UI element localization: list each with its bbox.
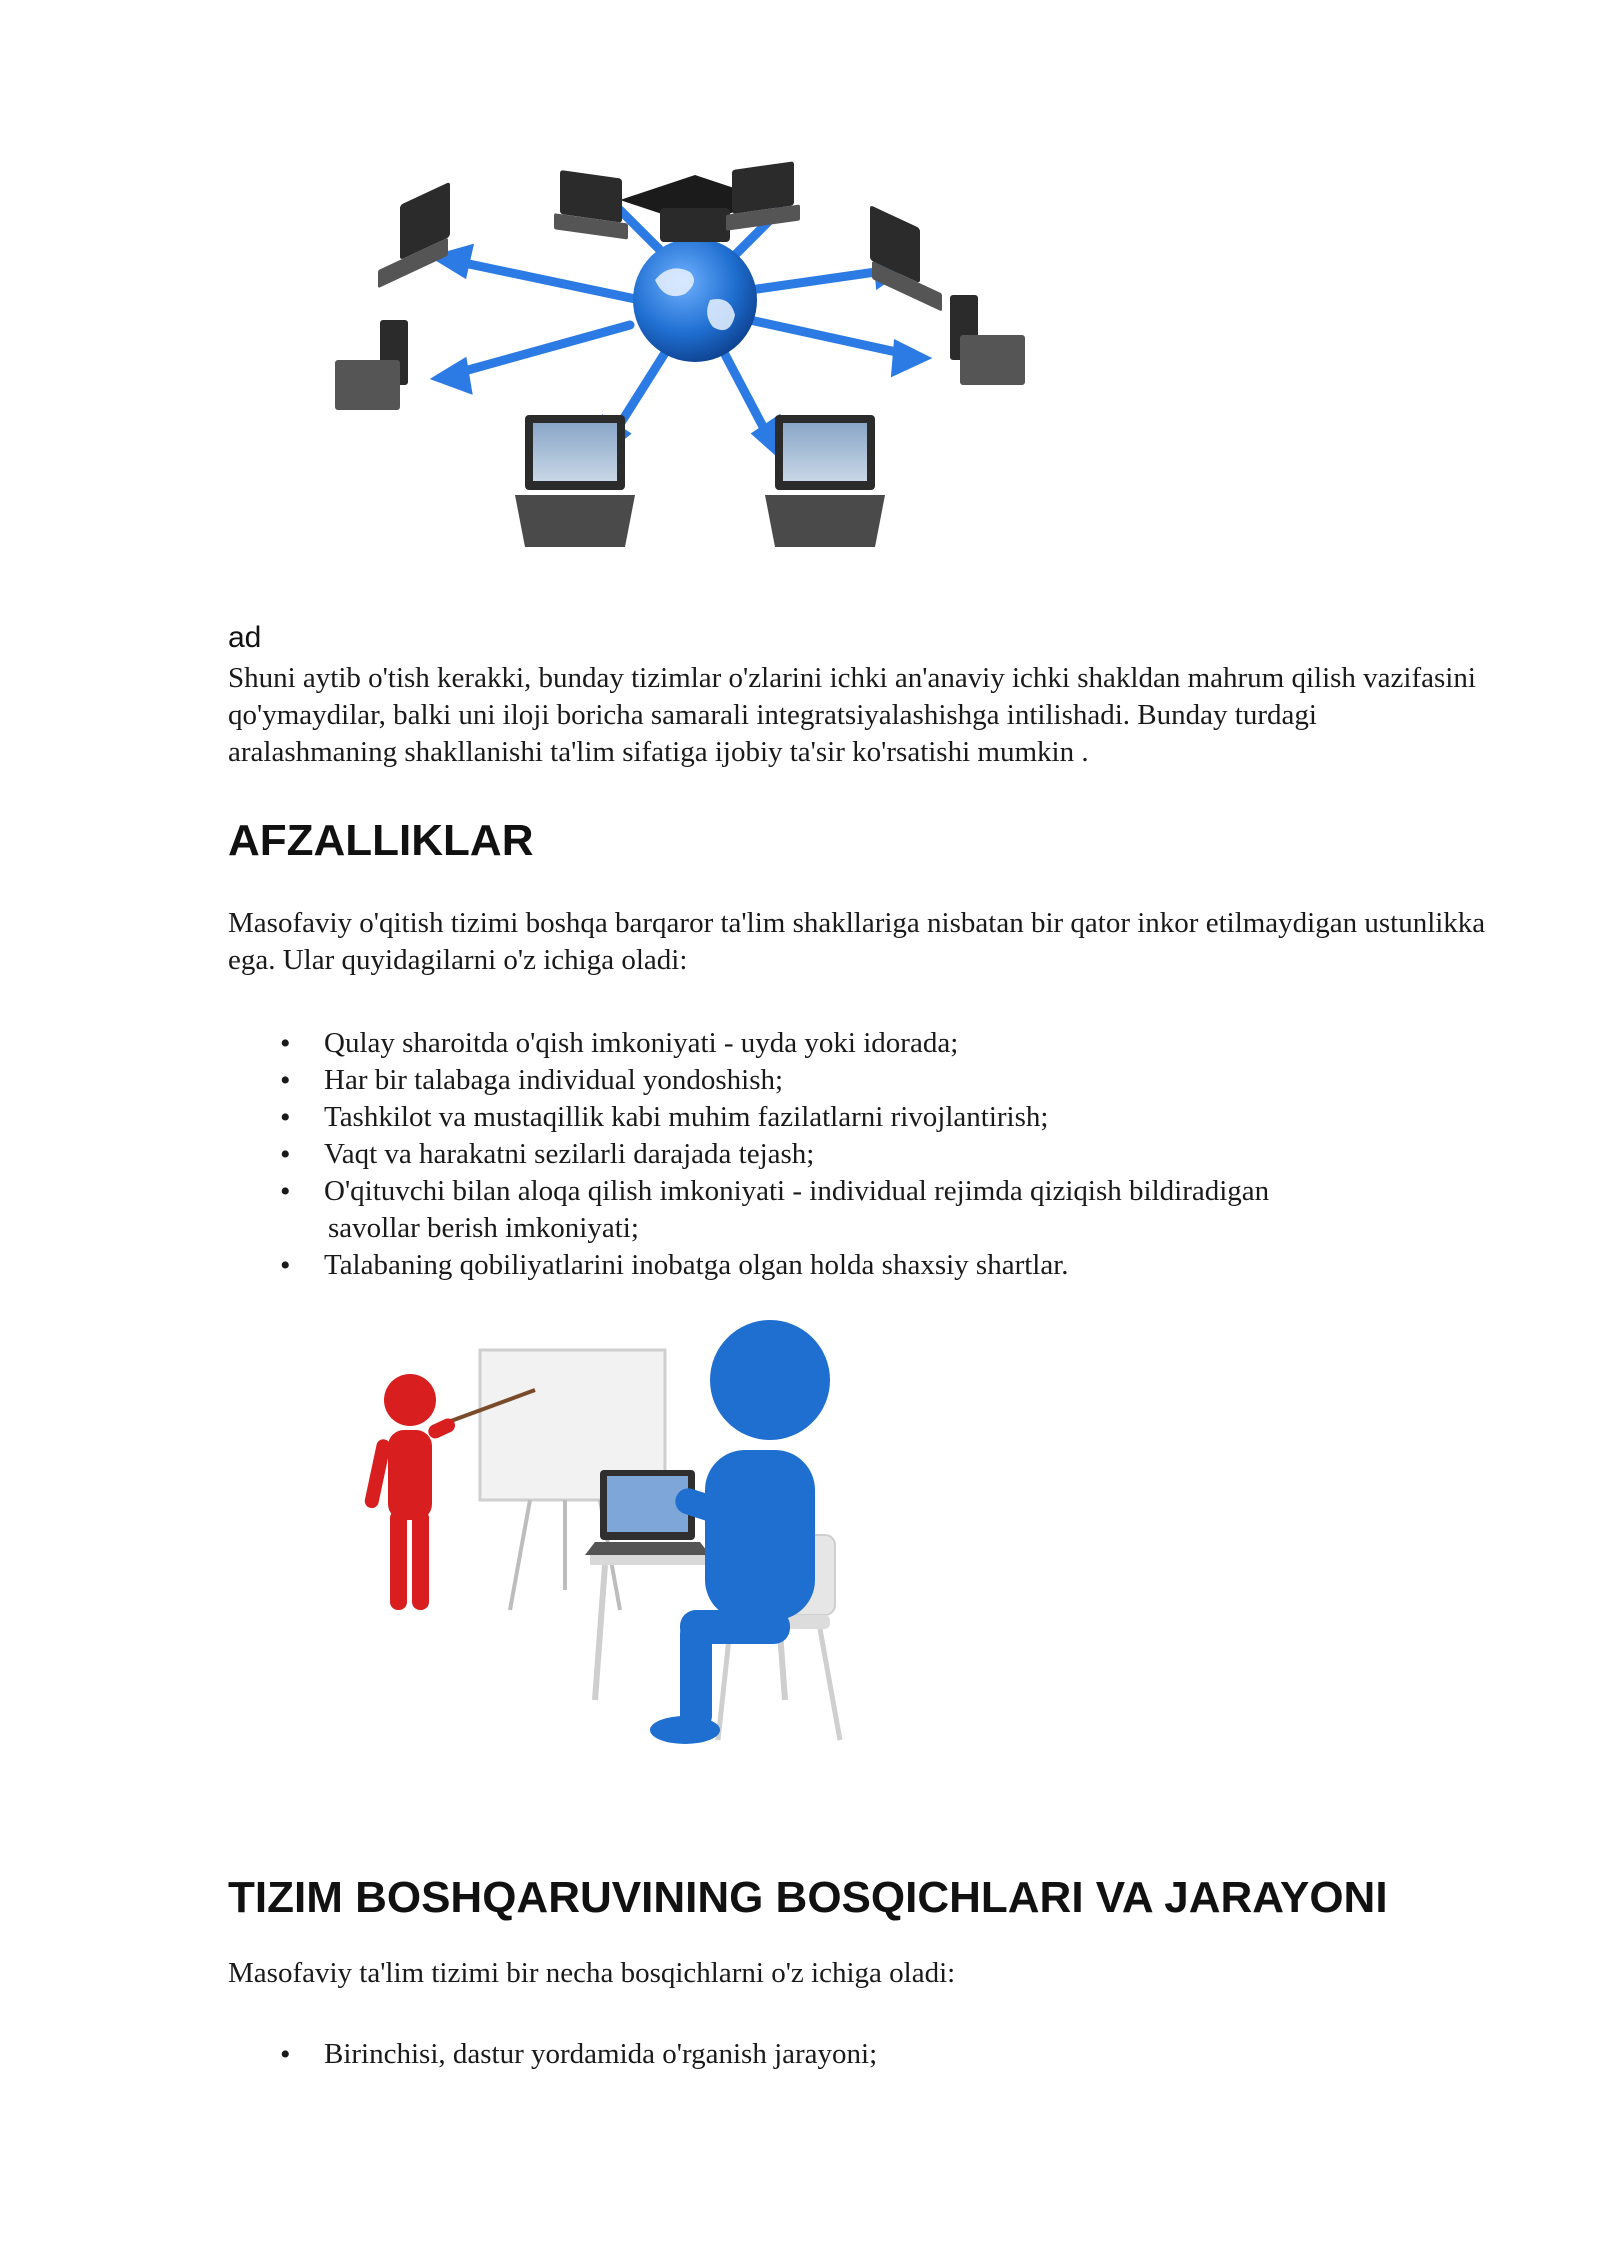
list-item-text: Vaqt va harakatni sezilarli darajada tejash; (324, 1138, 815, 1170)
list-item-text: Har bir talabaga individual yondoshish; (324, 1064, 784, 1096)
list-item-text: Birinchisi, dastur yordamida o'rganish jarayoni; (324, 2038, 878, 2070)
list-item (228, 1173, 1428, 1247)
list-item-text: Qulay sharoitda o'qish imkoniyati - uyda yoki idorada; (324, 1027, 959, 1059)
stages-list (228, 2036, 1428, 2073)
list-item (228, 1136, 1428, 1173)
list-item (228, 1099, 1428, 1136)
intro-paragraph: Shuni aytib o'tish kerakki, bunday tizimlar o'zlarini ichki an'anaviy ichki shakldan mahrum qilish vazifasini qo'ymaydilar, balki uni iloji boricha samarali integratsiyalashishga intilishadi. Bunday turdagi aralashmaning shakllanishi ta'lim sifatiga ijobiy ta'sir ko'rsatishi mumkin . (228, 662, 1476, 768)
teacher-student-illustration-icon (300, 1320, 940, 1840)
section2-paragraph: Masofaviy ta'lim tizimi bir necha bosqichlarni o'z ichiga oladi: (228, 1957, 956, 1989)
list-item (228, 1247, 1428, 1284)
list-item (228, 2036, 1428, 2073)
list-item-text: Talabaning qobiliyatlarini inobatga olgan holda shaxsiy shartlar. (324, 1249, 1069, 1281)
list-item (228, 1025, 1428, 1062)
section1-paragraph: Masofaviy o'qitish tizimi boshqa barqaror ta'lim shakllariga nisbatan bir qator inkor etilmaydigan ustunlikka ega. Ular quyidagilarni o'z ichiga oladi: (228, 907, 1486, 976)
section-heading-afzalliklar: AFZALLIKLAR (228, 816, 534, 865)
section-heading-tizim-boshqaruvi: TIZIM BOSHQARUVINING BOSQICHLARI VA JARAYONI (228, 1873, 1388, 1922)
advantages-list (228, 1025, 1428, 1284)
list-item-continuation: savollar berish imkoniyati; (328, 1212, 639, 1244)
list-item-text: O'qituvchi bilan aloqa qilish imkoniyati - individual rejimda qiziqish bildiradigan (324, 1175, 1270, 1207)
network-laptops-globe-icon (300, 150, 1090, 580)
list-item-text: Tashkilot va mustaqillik kabi muhim fazilatlarni rivojlantirish; (324, 1101, 1049, 1133)
list-item (228, 1062, 1428, 1099)
ad-label: ad (228, 621, 262, 654)
